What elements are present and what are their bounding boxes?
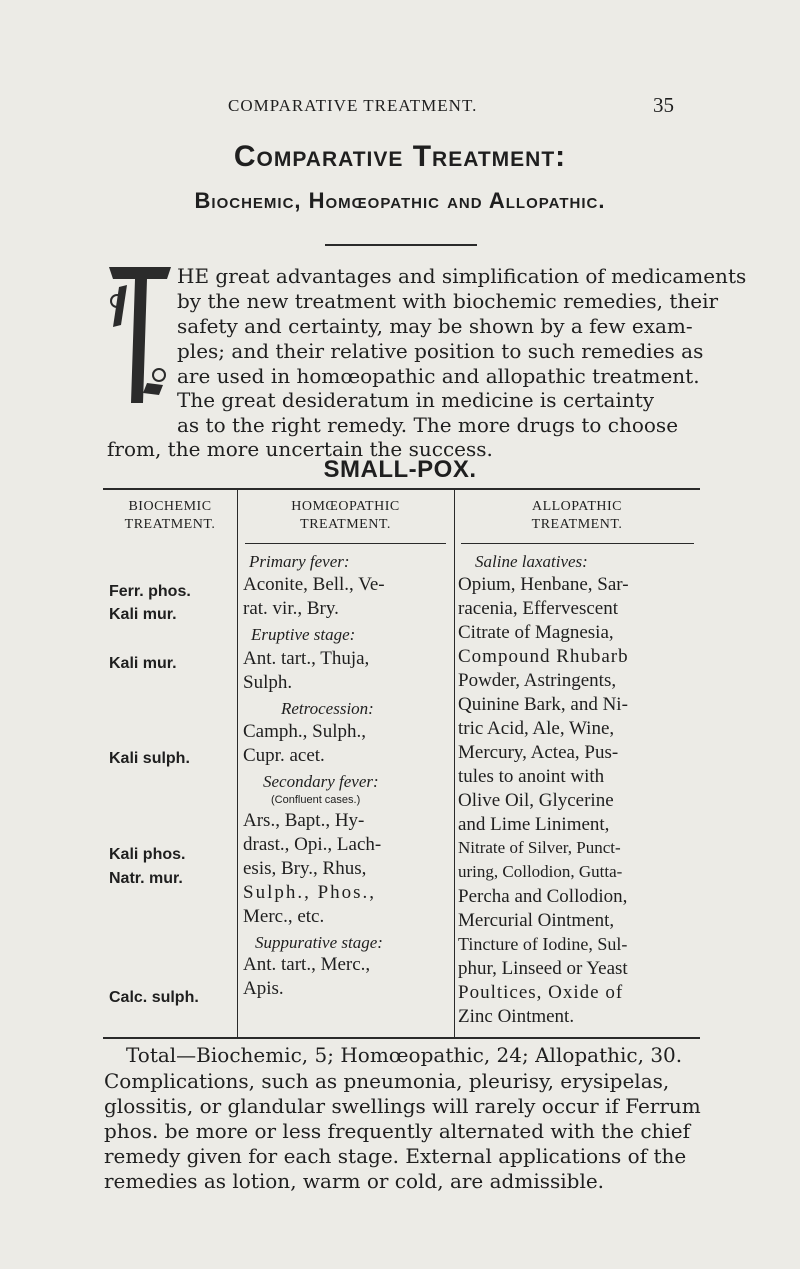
allopathic-line: Opium, Henbane, Sar-: [458, 574, 629, 595]
allopathic-line: Powder, Astringents,: [458, 670, 617, 691]
column-header-line: TREATMENT.: [531, 517, 623, 532]
allopathic-line: phur, Linseed or Yeast: [458, 958, 628, 979]
page-number: 35: [653, 93, 674, 117]
intro-line: by the new treatment with biochemic remedies, their: [177, 289, 719, 313]
allopathic-line: Mercury, Actea, Pus-: [458, 742, 619, 763]
allopathic-line: and Lime Liniment,: [458, 814, 610, 835]
homoeopathic-line: Ars., Bapt., Hy-: [243, 810, 365, 831]
allopathic-line: Percha and Collodion,: [458, 886, 628, 907]
homoeopathic-line: Sulph., Phos.,: [243, 882, 377, 903]
intro-line: The great desideratum in medicine is certainty: [177, 388, 655, 412]
allopathic-line: Quinine Bark, and Ni-: [458, 694, 628, 715]
table-top-rule: [103, 488, 700, 490]
column-header-allopathic: [454, 498, 700, 534]
stage-label: Eruptive stage:: [251, 625, 356, 644]
allopathic-line: Compound Rhubarb: [458, 646, 629, 667]
homoeopathic-line: Aconite, Bell., Ve-: [243, 574, 385, 595]
allopathic-line: Olive Oil, Glycerine: [458, 790, 614, 811]
column-header-line: BIOCHEMIC: [128, 499, 212, 514]
homoeopathic-line: Merc., etc.: [243, 906, 325, 927]
stage-label: Primary fever:: [249, 552, 350, 571]
homoeopathic-line: drast., Opi., Lach-: [243, 834, 382, 855]
column-header-homoeopathic: [237, 498, 454, 534]
page-subtitle: Biochemic, Homœopathic and Allopathic.: [194, 188, 606, 213]
paragraph-line: remedies as lotion, warm or cold, are admissible.: [104, 1169, 605, 1193]
paragraph-line: glossitis, or glandular swellings will rarely occur if Ferrum: [104, 1094, 701, 1118]
allopathic-line: Tincture of Iodine, Sul-: [458, 934, 628, 954]
stage-label: Secondary fever:: [263, 772, 379, 791]
biochemic-remedy: Natr. mur.: [109, 870, 183, 887]
column-header-line: ALLOPATHIC: [531, 499, 623, 514]
biochemic-remedy: Kali sulph.: [109, 750, 190, 767]
biochemic-remedy: Kali phos.: [109, 846, 186, 863]
biochemic-remedy: Calc. sulph.: [109, 989, 199, 1006]
biochemic-remedy: Ferr. phos.: [109, 583, 191, 600]
homoeopathic-line: Sulph.: [243, 672, 293, 693]
column-header-line: HOMŒOPATHIC: [291, 499, 400, 514]
homoeopathic-line: Cupr. acet.: [243, 745, 325, 766]
paragraph-line: remedy given for each stage. External applications of the: [104, 1144, 687, 1168]
stage-note: (Confluent cases.): [271, 794, 361, 806]
title-rule: [325, 244, 477, 246]
homoeopathic-line: rat. vir., Bry.: [243, 598, 339, 619]
paragraph-line: Complications, such as pneumonia, pleurisy, erysipelas,: [104, 1069, 670, 1093]
comparison-table: [103, 488, 700, 1038]
intro-line: HE great advantages and simplification of medicaments: [177, 264, 747, 288]
dropcap-ornament: [107, 265, 173, 405]
allopathic-line: Poultices, Oxide of: [458, 982, 624, 1003]
homoeopathic-line: esis, Bry., Rhus,: [243, 858, 367, 879]
column-header-biochemic: [103, 498, 237, 534]
running-head: [0, 94, 800, 118]
header-rule: [245, 543, 446, 544]
column-divider: [237, 490, 238, 1038]
biochemic-remedy: Kali mur.: [109, 655, 177, 672]
homoeopathic-line: Apis.: [243, 978, 284, 999]
allopathic-line: uring, Collodion, Gutta-: [458, 862, 623, 881]
page-title: Comparative Treatment:: [233, 140, 567, 173]
intro-line: safety and certainty, may be shown by a few exam-: [177, 314, 693, 338]
running-title: COMPARATIVE TREATMENT.: [228, 96, 478, 115]
homoeopathic-line: Camph., Sulph.,: [243, 721, 366, 742]
total-line: Total—Biochemic, 5; Homœopathic, 24; Allopathic, 30.: [126, 1043, 683, 1067]
column-header-line: TREATMENT.: [300, 517, 391, 532]
allopathic-line: tric Acid, Ale, Wine,: [458, 718, 615, 739]
dropcap-letter: [107, 265, 173, 405]
homoeopathic-line: Ant. tart., Merc.,: [243, 954, 371, 975]
allopathic-line: racenia, Effervescent: [458, 598, 618, 619]
paragraph-line: phos. be more or less frequently alternated with the chief: [104, 1119, 691, 1143]
dropcap-text: T: [137, 348, 143, 357]
homoeopathic-line: Ant. tart., Thuja,: [243, 648, 370, 669]
biochemic-remedy: Kali mur.: [109, 606, 177, 623]
intro-line: from, the more uncertain the success.: [107, 437, 493, 461]
allopathic-line: Zinc Ointment.: [458, 1006, 575, 1027]
allopathic-line: Mercurial Ointment,: [458, 910, 615, 931]
stage-label: Saline laxatives:: [475, 552, 588, 571]
section-heading: SMALL-POX.: [323, 456, 477, 483]
allopathic-line: Nitrate of Silver, Punct-: [458, 838, 621, 857]
column-divider: [454, 490, 455, 1038]
stage-label: Suppurative stage:: [255, 933, 383, 952]
intro-line: are used in homœopathic and allopathic treatment.: [177, 364, 700, 388]
intro-line: as to the right remedy. The more drugs to choose: [177, 413, 679, 437]
table-bottom-rule: [103, 1037, 700, 1039]
column-header-line: TREATMENT.: [124, 517, 216, 532]
header-rule: [461, 543, 694, 544]
stage-label: Retrocession:: [281, 699, 374, 718]
allopathic-line: Citrate of Magnesia,: [458, 622, 614, 643]
allopathic-line: tules to anoint with: [458, 766, 605, 787]
intro-line: ples; and their relative position to such remedies as: [177, 339, 704, 363]
